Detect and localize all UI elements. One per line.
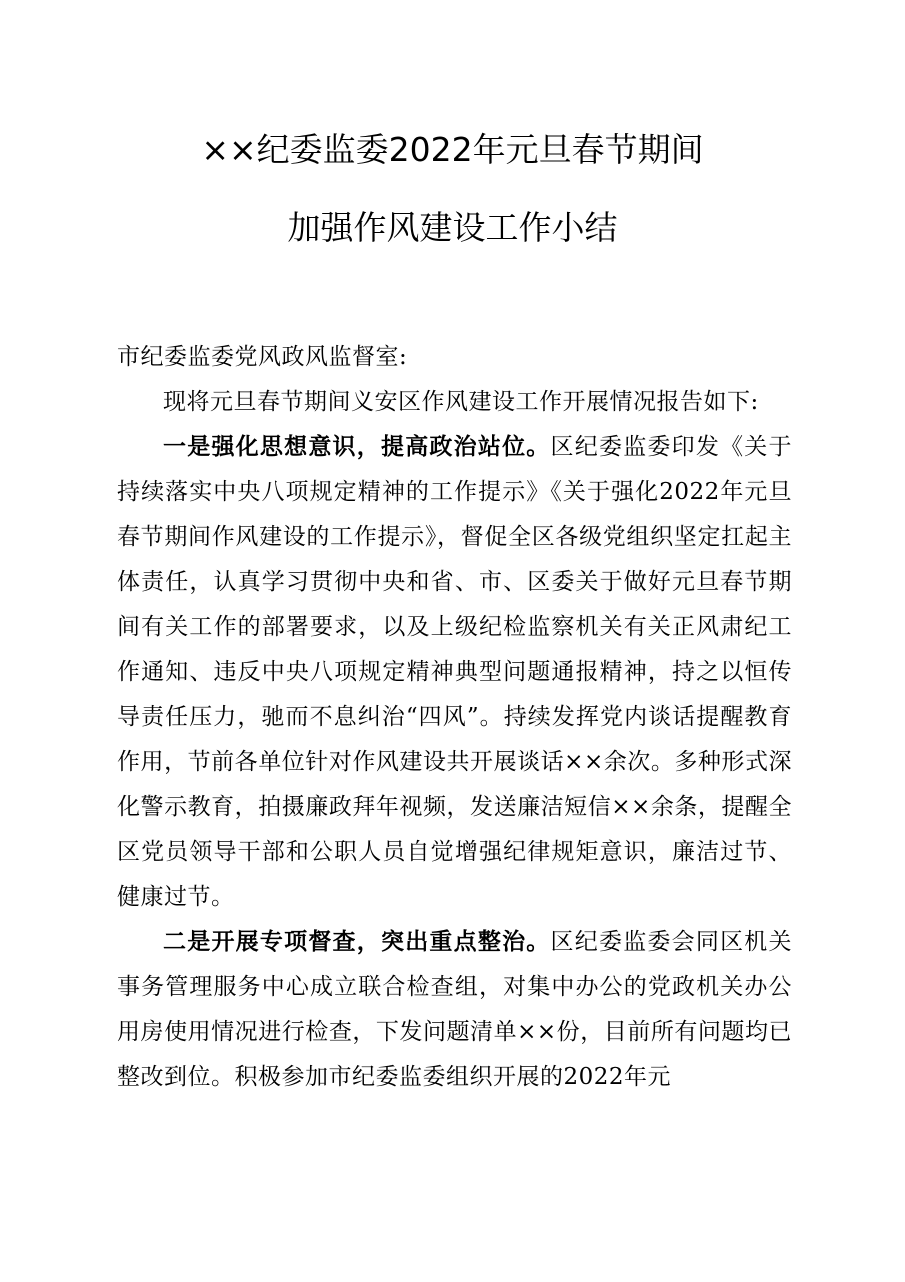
paragraph-2-lead: 二是开展专项督查，突出重点整治。 [163, 929, 551, 955]
document-title-line-2: 加强作风建设工作小结 [287, 208, 618, 247]
paragraph-1-text: 区纪委监委印发《关于持续落实中央八项规定精神的工作提示》《关于强化2022年元旦春节期间作风建设的工作提示》，督促全区各级党组织坚定扛起主体责任，认真学习贯彻中央和省、市、区委关于做好元旦春节期间有关工作的部署要求，以及上级纪检监察机关有关正风肃纪工作通知、违反中央八项规定精神典型问题通报精神，持之以恒传导责任压力，驰而不息纠治“四风”。持续发挥党内谈话提醒教育作用，节前各单位针对作风建设共开展谈话××余次。多种形式深化警示教育，拍摄廉政拜年视频，发送廉洁短信××余条，提醒全区党员领导干部和公职人员自觉增强纪律规矩意识，廉洁过节、健康过节。 [117, 434, 793, 910]
intro-paragraph: 现将元旦春节期间义安区作风建设工作开展情况报告如下: [163, 389, 759, 415]
paragraph-2 [117, 920, 792, 1100]
document-body [117, 335, 792, 1100]
salutation: 市纪委监委党风政风监督室: [117, 344, 408, 370]
paragraph-2-text: 区纪委监委会同区机关事务管理服务中心成立联合检查组，对集中办公的党政机关办公用房使用情况进行检查，下发问题清单××份，目前所有问题均已整改到位。积极参加市纪委监委组织开展的2022年元 [117, 929, 793, 1090]
document-title-line-1: ××纪委监委2022年元旦春节期间 [201, 130, 704, 169]
paragraph-1-lead: 一是强化思想意识，提高政治站位。 [163, 434, 551, 460]
paragraph-1 [117, 425, 792, 920]
